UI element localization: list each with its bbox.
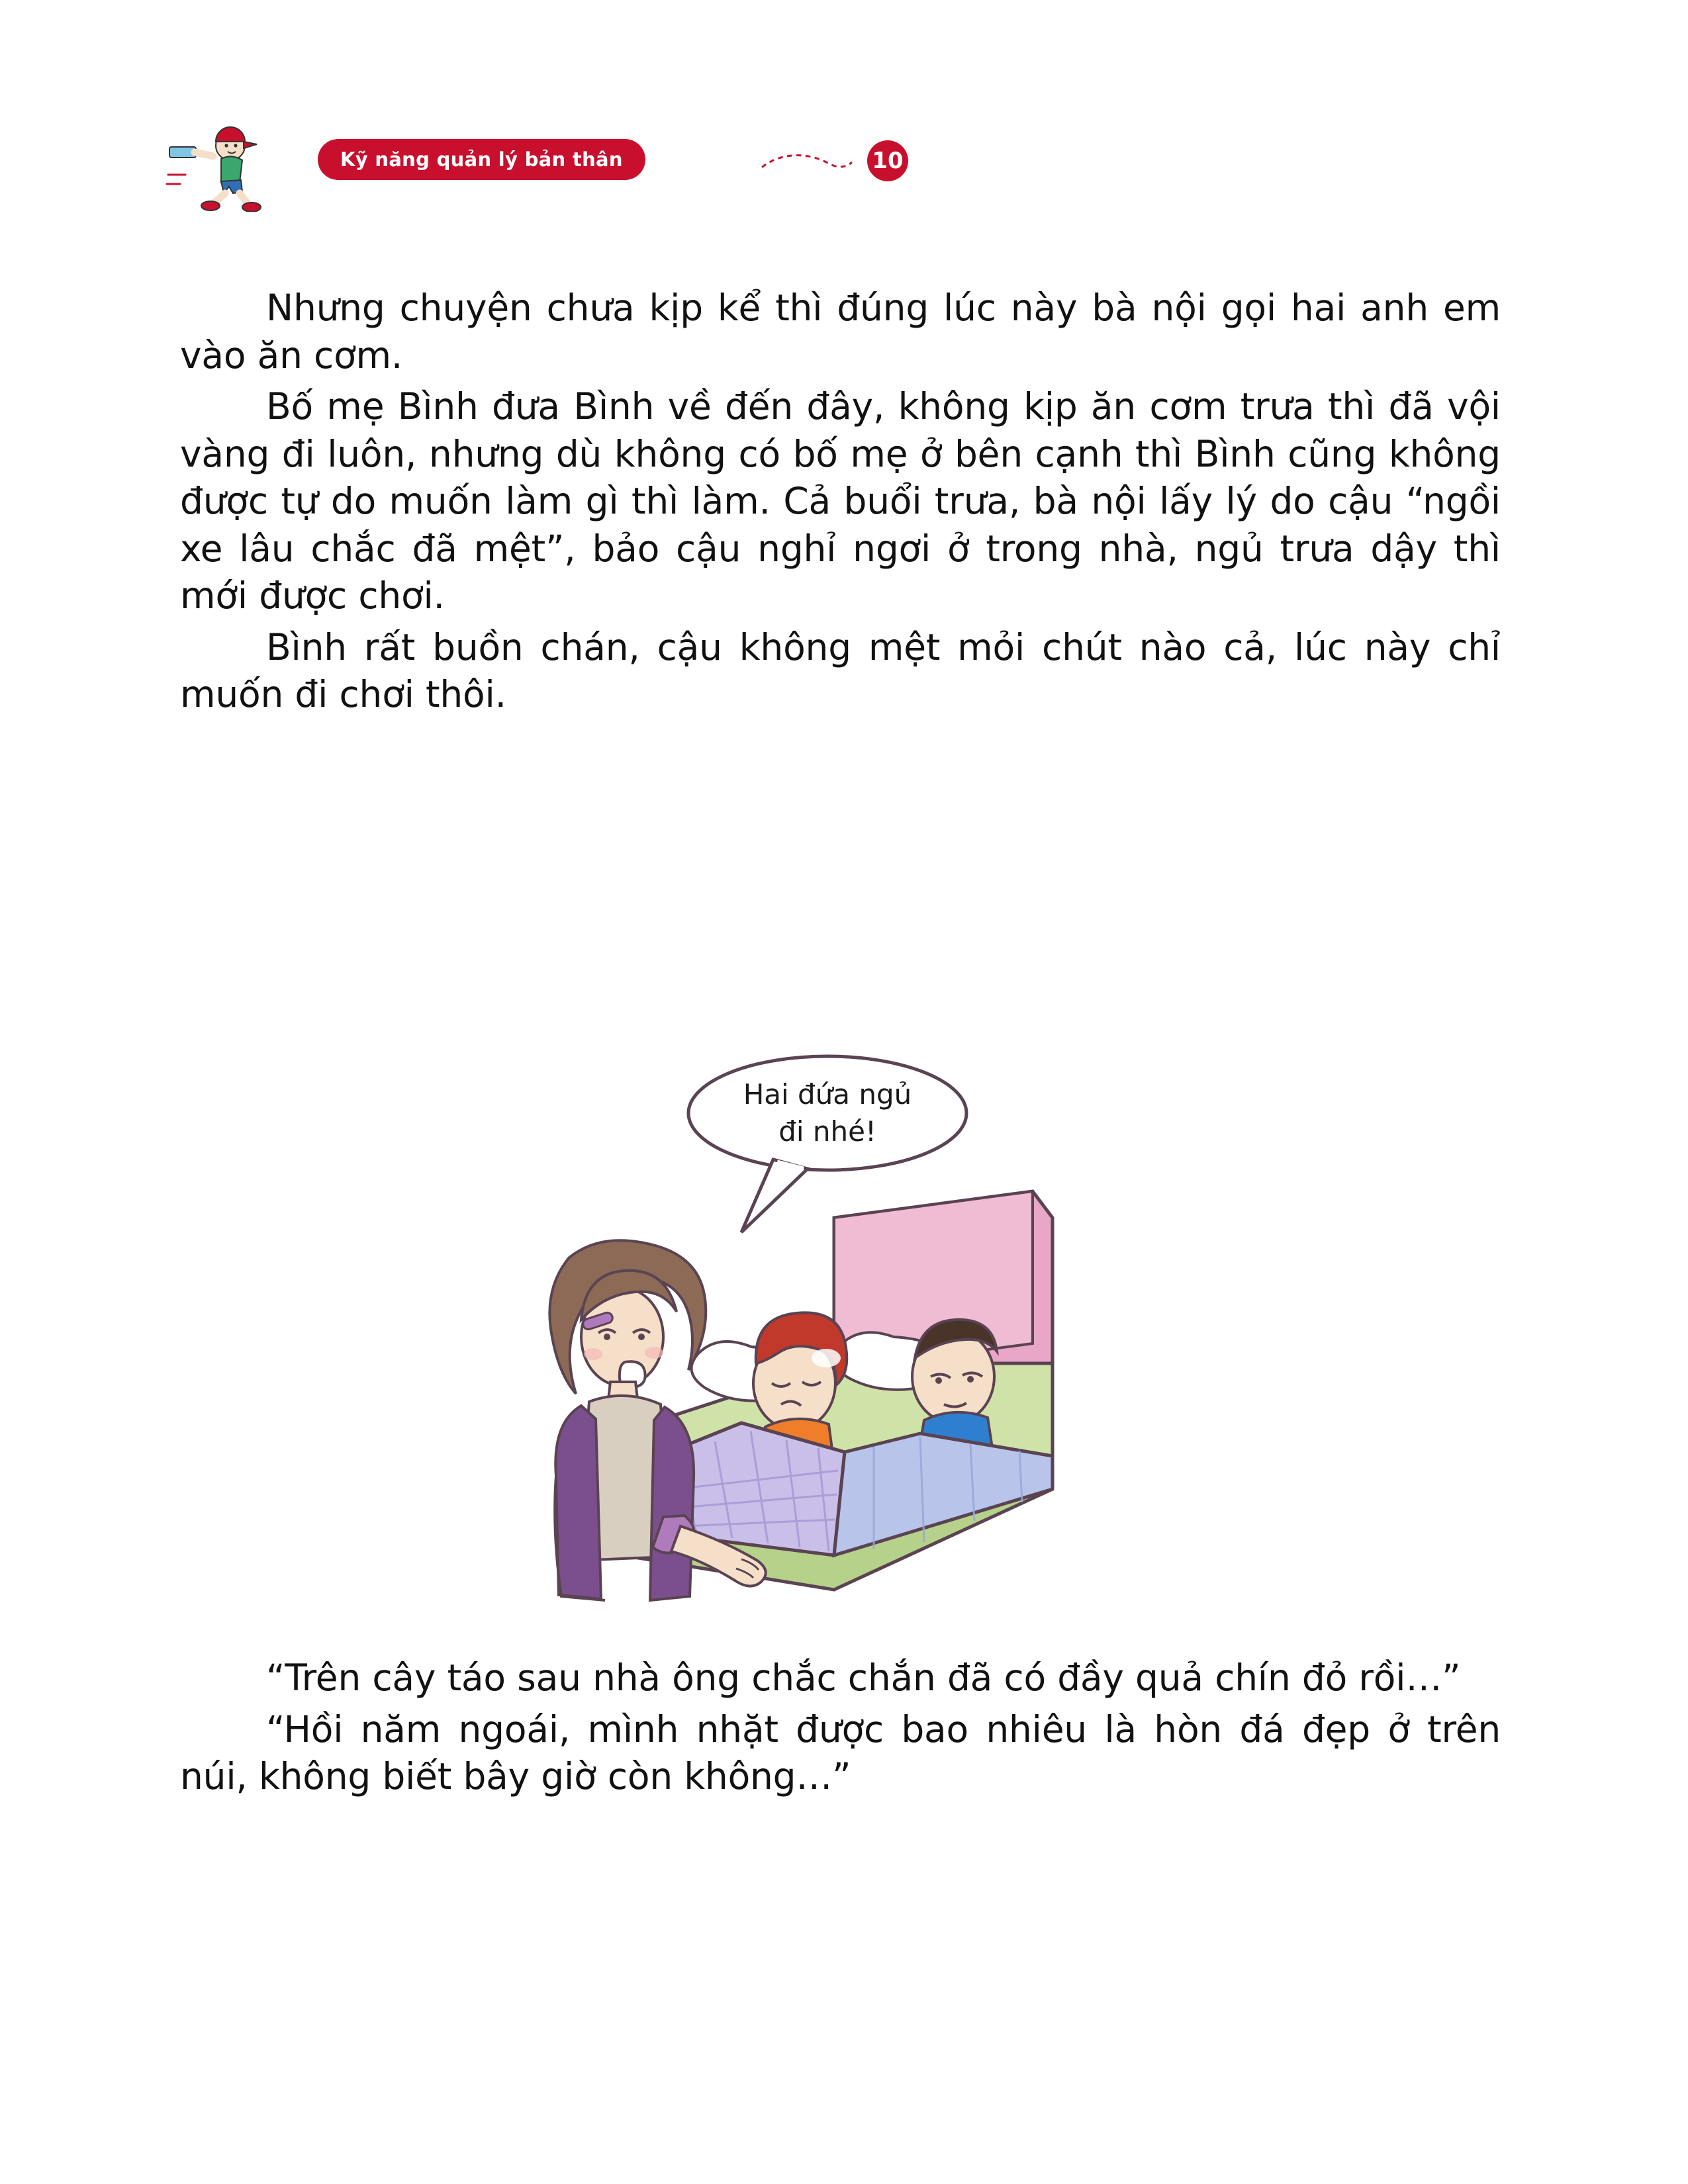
- series-label-pill: [318, 139, 645, 180]
- dotted-line-icon: [761, 151, 854, 177]
- page-header: [165, 113, 1523, 212]
- paragraph-2: Bố mẹ Bình đưa Bình về đến đây, không kịp ăn cơm trưa thì đã vội vàng đi luôn, nhưng dù không có bố mẹ ở bên cạnh thì Bình cũng không được tự do muốn làm gì thì làm. Cả buổi trưa, bà nội lấy lý do cậu “ngồi xe lâu chắc đã mệt”, bảo cậu nghỉ ngơi ở trong nhà, ngủ trưa dậy thì mới được chơi.: [180, 385, 1501, 617]
- running-boy-mascot-icon: [165, 119, 278, 212]
- paragraph-4: “Trên cây táo sau nhà ông chắc chắn đã có đầy quả chín đỏ rồi…”: [266, 1657, 1461, 1699]
- paragraph-3: Bình rất buồn chán, cậu không mệt mỏi chút nào cả, lúc này chỉ muốn đi chơi thôi.: [180, 625, 1501, 715]
- page-number: 10: [867, 140, 908, 181]
- paragraph-5: “Hồi năm ngoái, mình nhặt được bao nhiêu là hòn đá đẹp ở trên núi, không biết bây giờ còn không…”: [180, 1707, 1501, 1797]
- illustration-grandmother-and-boys: [371, 1052, 1297, 1615]
- speech-bubble-line-2: đi nhé!: [778, 1115, 876, 1148]
- speech-bubble-line-1: Hai đứa ngủ: [743, 1078, 912, 1111]
- body-text-top: [180, 285, 1501, 723]
- paragraph-1: Nhưng chuyện chưa kịp kể thì đúng lúc này bà nội gọi hai anh em vào ăn cơm.: [180, 287, 1501, 377]
- body-text-bottom: [180, 1655, 1501, 1805]
- series-label: Kỹ năng quản lý bản thân: [340, 148, 623, 171]
